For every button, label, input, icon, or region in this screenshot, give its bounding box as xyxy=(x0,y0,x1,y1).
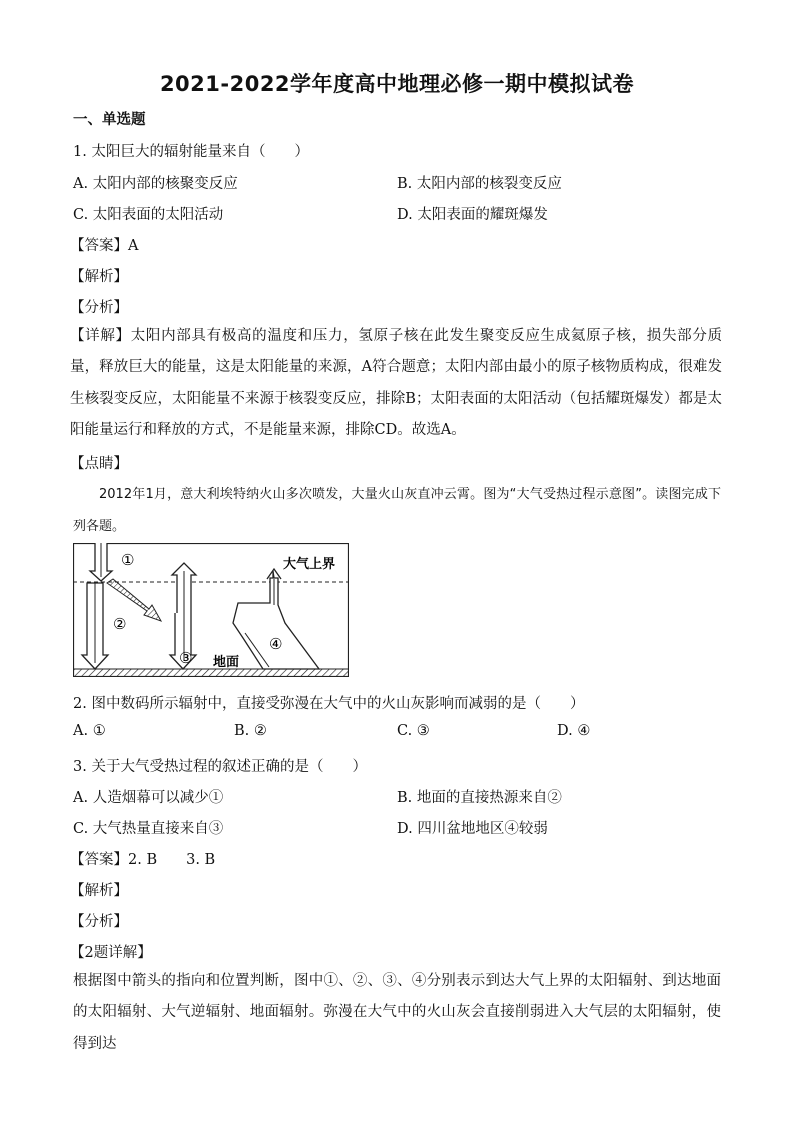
q2-detail-heading: 【2题详解】 xyxy=(70,945,152,961)
q1-dianjing-label: 【点睛】 xyxy=(70,456,128,472)
q1-option-c: C. 太阳表面的太阳活动 xyxy=(73,207,224,223)
label-2: ② xyxy=(113,615,127,633)
q3-option-b: B. 地面的直接热源来自② xyxy=(397,790,562,806)
q1-option-b: B. 太阳内部的核裂变反应 xyxy=(397,176,562,192)
label-1: ① xyxy=(121,551,135,569)
label-atmosphere-top: 大气上界 xyxy=(283,557,336,572)
q2-option-b: B. ② xyxy=(234,723,267,739)
question-3-stem: 3. 关于大气受热过程的叙述正确的是（ ） xyxy=(73,759,367,775)
label-ground: 地面 xyxy=(213,655,240,670)
q1-fenxi-label: 【分析】 xyxy=(70,300,128,316)
q2-option-a: A. ① xyxy=(73,723,106,739)
q3-option-a: A. 人造烟幕可以减少① xyxy=(73,790,224,806)
q2-detail: 根据图中箭头的指向和位置判断，图中①、②、③、④分别表示到达大气上界的太阳辐射、到达地面的太阳辐射、大气逆辐射、地面辐射。弥漫在大气中的火山灰会直接削弱进入大气层的太阳辐射，使得到达 xyxy=(73,973,721,1052)
label-3: ③ xyxy=(179,649,193,667)
q2-option-c: C. ③ xyxy=(397,723,430,739)
q1-option-a: A. 太阳内部的核聚变反应 xyxy=(73,176,238,192)
q3-fenxi-label: 【分析】 xyxy=(70,914,128,930)
q3-jiexi-label: 【解析】 xyxy=(70,883,128,899)
question-2-stem: 2. 图中数码所示辐射中，直接受弥漫在大气中的火山灰影响而减弱的是（ ） xyxy=(73,696,585,712)
section-heading: 一、单选题 xyxy=(73,112,146,128)
question-1-stem: 1. 太阳巨大的辐射能量来自（ ） xyxy=(73,144,309,160)
answer-text: 2. B 3. B xyxy=(128,852,216,868)
q1-option-d: D. 太阳表面的耀斑爆发 xyxy=(397,207,548,223)
q2-option-d: D. ④ xyxy=(557,723,591,739)
q1-jiexi-label: 【解析】 xyxy=(70,269,128,285)
label-4: ④ xyxy=(269,635,283,653)
q3-option-d: D. 四川盆地地区④较弱 xyxy=(397,821,548,837)
q1-detail: 【详解】太阳内部具有极高的温度和压力，氢原子核在此发生聚变反应生成氦原子核，损失部分质量，释放巨大的能量，这是太阳能量的来源，A符合题意；太阳内部由最小的原子核物质构成，很难发生核裂变反应，太阳能量不来源于核裂变反应，排除B；太阳表面的太阳活动（包括耀斑爆发）都是太阳能量运行和释放的方式，不是能量来源，排除CD。故选A。 xyxy=(70,328,722,438)
q1-answer: 【答案】A xyxy=(70,238,139,254)
q3-answer xyxy=(70,848,215,869)
page-title: 2021-2022学年度高中地理必修一期中模拟试卷 xyxy=(159,72,635,96)
atmosphere-heating-diagram xyxy=(73,543,349,677)
passage-intro: 2012年1月，意大利埃特纳火山多次喷发，大量火山灰直冲云霄。图为“大气受热过程示意图”。读图完成下列各题。 xyxy=(73,487,721,534)
q3-option-c: C. 大气热量直接来自③ xyxy=(73,821,224,837)
answer-label: 【答案】 xyxy=(70,852,128,868)
